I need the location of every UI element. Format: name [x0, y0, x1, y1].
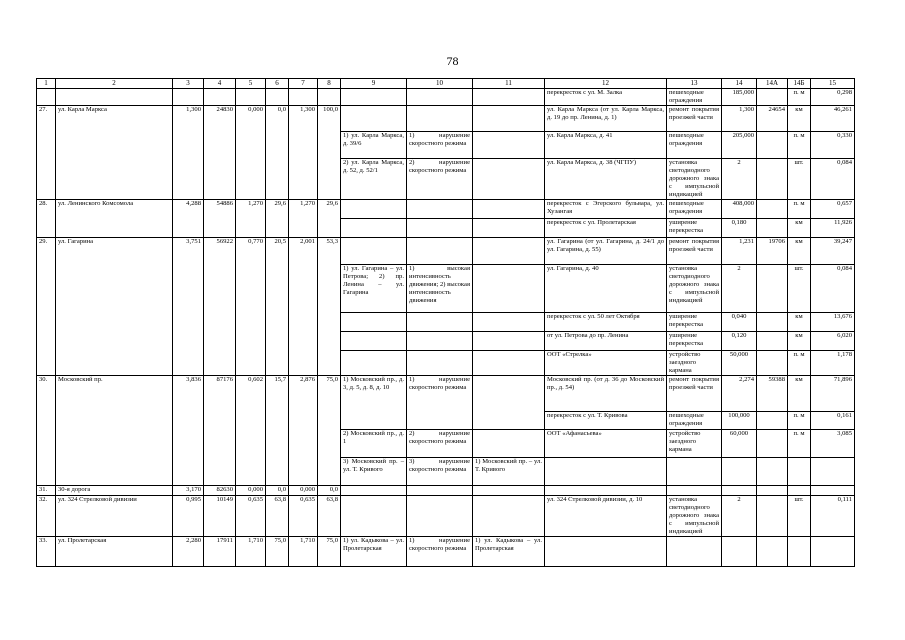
value-cell: 0,635	[236, 496, 266, 537]
row-number: 32.	[37, 496, 56, 537]
location-cell: ул. Карла Маркса, д. 41	[545, 132, 667, 159]
measure-cell: ремонт покрытия проезжей части	[667, 106, 722, 132]
solution-cell: 1) Московский пр. – ул. Т. Кривого	[473, 458, 545, 486]
amount-cell: 50,000	[722, 351, 757, 376]
unit-cell: п. м	[788, 200, 811, 219]
cost-cell: 0,298	[811, 89, 855, 106]
amount-cell: 100,000	[722, 412, 757, 430]
cost-cell: 11,926	[811, 219, 855, 238]
value-cell: 2,280	[173, 537, 204, 567]
problem-location-cell: 3) Московский пр. – ул. Т. Кривого	[341, 458, 407, 486]
measure-cell: установка светодиодного дорожного знака с импульсной индикацией	[667, 265, 722, 313]
amount-cell: 2	[722, 265, 757, 313]
header-row	[37, 79, 855, 89]
col-header: 14	[722, 79, 757, 89]
solution-cell: 1) ул. Кадыкова – ул. Пролетарская	[473, 537, 545, 567]
value-cell: 29,6	[266, 200, 289, 238]
amount-cell: 0,040	[722, 313, 757, 332]
row-number: 29.	[37, 238, 56, 376]
location-cell: ул. Карла Маркса (от ул. Карла Маркса, д. 19 до пр. Ленина, д. 1)	[545, 106, 667, 132]
problem-cell: 2) нарушение скоростного режима	[407, 159, 473, 200]
col-header: 8	[318, 79, 341, 89]
location-cell: ООТ «Афанасьева»	[545, 430, 667, 458]
cost-cell: 46,261	[811, 106, 855, 132]
value-cell: 1,270	[236, 200, 266, 238]
col-header: 15	[811, 79, 855, 89]
cost-cell: 0,084	[811, 159, 855, 200]
table-row	[37, 496, 855, 537]
measure-cell: установка светодиодного дорожного знака с импульсной индикацией	[667, 496, 722, 537]
location-cell: ООТ «Стрелка»	[545, 351, 667, 376]
measure-cell: ремонт покрытия проезжей части	[667, 238, 722, 265]
col-header: 3	[173, 79, 204, 89]
value-cell: 0,635	[289, 496, 318, 537]
unit-cell: км	[788, 313, 811, 332]
value-cell: 3,170	[173, 486, 204, 496]
street-name: 30-я дорога	[56, 486, 173, 496]
value-cell: 0,000	[289, 486, 318, 496]
unit-cell: п. м	[788, 89, 811, 106]
amount-cell: 205,000	[722, 132, 757, 159]
value-cell: 100,0	[318, 106, 341, 200]
amount-cell: 2	[722, 159, 757, 200]
value-cell: 3,751	[173, 238, 204, 376]
value-cell: 1,710	[289, 537, 318, 567]
cost-cell: 6,020	[811, 332, 855, 351]
table-row	[37, 89, 855, 106]
amount-cell: 2,274	[722, 376, 757, 412]
amount-cell: 185,000	[722, 89, 757, 106]
problem-cell: 1) высокая интенсивность движения; 2) высокая интенсивность движения	[407, 265, 473, 313]
street-name: ул. 324 Стрелковой дивизии	[56, 496, 173, 537]
value-cell: 1,300	[173, 106, 204, 200]
value-cell: 0,602	[236, 376, 266, 486]
street-name: Московский пр.	[56, 376, 173, 486]
road-measures-table	[36, 78, 855, 567]
value-cell: 0,0	[266, 106, 289, 200]
table-row	[37, 537, 855, 567]
col-header: 11	[473, 79, 545, 89]
problem-cell: 2) нарушение скоростного режима	[407, 430, 473, 458]
row-number: 30.	[37, 376, 56, 486]
value-cell: 2,876	[289, 376, 318, 486]
value-cell: 1,300	[289, 106, 318, 200]
unit-cell: п. м	[788, 132, 811, 159]
table-row	[37, 200, 855, 219]
value-cell: 3,836	[173, 376, 204, 486]
table-row	[37, 106, 855, 132]
page-number: 78	[446, 54, 459, 68]
measure-cell: уширение перекрестка	[667, 332, 722, 351]
problem-cell: 1) нарушение скоростного режима	[407, 132, 473, 159]
problem-location-cell: 2) ул. Карла Маркса, д. 52, д. 52/1	[341, 159, 407, 200]
amount-cell: 60,000	[722, 430, 757, 458]
value-cell: 53,3	[318, 238, 341, 376]
unit-cell: шт.	[788, 265, 811, 313]
measure-cell: уширение перекрестка	[667, 219, 722, 238]
value-cell: 10149	[204, 496, 236, 537]
location-cell: ул. Гагарина, д. 40	[545, 265, 667, 313]
value-cell: 82630	[204, 486, 236, 496]
value-cell: 0,0	[266, 486, 289, 496]
col-header: 5	[236, 79, 266, 89]
unit-cell: км	[788, 106, 811, 132]
street-name: ул. Ленинского Комсомола	[56, 200, 173, 238]
street-name: ул. Гагарина	[56, 238, 173, 376]
street-name: ул. Пролетарская	[56, 537, 173, 567]
amount-cell: 0,120	[722, 332, 757, 351]
value-cell: 75,0	[266, 537, 289, 567]
value-cell: 0,0	[318, 486, 341, 496]
amount-cell: 1,300	[722, 106, 757, 132]
unit-cell: шт.	[788, 496, 811, 537]
amount-cell: 408,000	[722, 200, 757, 219]
unit-cell: п. м	[788, 351, 811, 376]
col-header: 13	[667, 79, 722, 89]
col-header: 1	[37, 79, 56, 89]
unit-cell: км	[788, 238, 811, 265]
location-cell: перекресток с ул. Пролетарская	[545, 219, 667, 238]
location-cell: перекресток с Эгерского бульвара, ул. Хузангая	[545, 200, 667, 219]
problem-cell: 3) нарушение скоростного режима	[407, 458, 473, 486]
value-cell: 1,270	[289, 200, 318, 238]
cost-cell: 3,085	[811, 430, 855, 458]
location-cell: от ул. Петрова до пр. Ленина	[545, 332, 667, 351]
problem-cell: 1) нарушение скоростного режима	[407, 376, 473, 430]
problem-location-cell: 1) ул. Кадыкова – ул. Пролетарская	[341, 537, 407, 567]
cost-cell: 0,330	[811, 132, 855, 159]
value-cell: 15,7	[266, 376, 289, 486]
measure-cell: уширение перекрестка	[667, 313, 722, 332]
value-cell: 0,000	[236, 106, 266, 200]
value-cell: 17911	[204, 537, 236, 567]
col-header: 14А	[757, 79, 788, 89]
value-cell: 4,288	[173, 200, 204, 238]
value-cell: 63,8	[266, 496, 289, 537]
cost-cell: 39,247	[811, 238, 855, 265]
col-header: 4	[204, 79, 236, 89]
unit-cell: км	[788, 376, 811, 412]
cost-cell: 13,676	[811, 313, 855, 332]
cost-cell: 0,161	[811, 412, 855, 430]
value-cell: 29,6	[318, 200, 341, 238]
col-header: 14Б	[788, 79, 811, 89]
unit-cell: п. м	[788, 412, 811, 430]
value-cell: 54886	[204, 200, 236, 238]
value-cell: 0,000	[236, 486, 266, 496]
cost-cell: 1,178	[811, 351, 855, 376]
amount-cell: 0,180	[722, 219, 757, 238]
col-header: 9	[341, 79, 407, 89]
problem-location-cell: 1) ул. Гагарина – ул. Петрова; 2) пр. Ленина – ул. Гагарина	[341, 265, 407, 313]
col-header: 7	[289, 79, 318, 89]
problem-location-cell: 2) Московский пр., д. 1	[341, 430, 407, 458]
location-cell: ул. 324 Стрелковой дивизии, д. 10	[545, 496, 667, 537]
row-number: 33.	[37, 537, 56, 567]
col-header: 12	[545, 79, 667, 89]
value-cell: 75,0	[318, 376, 341, 486]
value-cell: 0,770	[236, 238, 266, 376]
value-cell: 1,710	[236, 537, 266, 567]
problem-location-cell: 1) ул. Карла Маркса, д. 39/6	[341, 132, 407, 159]
amount-cell: 19706	[757, 238, 788, 265]
value-cell: 56922	[204, 238, 236, 376]
location-cell: перекресток с ул. М. Залка	[545, 89, 667, 106]
row-number: 31.	[37, 486, 56, 496]
amount-cell: 24654	[757, 106, 788, 132]
problem-location-cell: 1) Московский пр., д. 3, д. 5, д. 8, д. 10	[341, 376, 407, 430]
cost-cell: 0,657	[811, 200, 855, 219]
unit-cell: шт.	[788, 159, 811, 200]
unit-cell: км	[788, 219, 811, 238]
measure-cell: пешеходные ограждения	[667, 200, 722, 219]
row-number: 27.	[37, 106, 56, 200]
cost-cell: 71,896	[811, 376, 855, 412]
cost-cell: 0,084	[811, 265, 855, 313]
unit-cell: п. м	[788, 430, 811, 458]
measure-cell: пешеходные ограждения	[667, 132, 722, 159]
location-cell: ул. Карла Маркса, д. 38 (ЧГПУ)	[545, 159, 667, 200]
amount-cell: 1,231	[722, 238, 757, 265]
value-cell: 20,5	[266, 238, 289, 376]
table-row	[37, 238, 855, 265]
value-cell: 63,8	[318, 496, 341, 537]
table-row	[37, 486, 855, 496]
row-number: 28.	[37, 200, 56, 238]
cost-cell: 0,111	[811, 496, 855, 537]
value-cell: 24830	[204, 106, 236, 200]
unit-cell: км	[788, 332, 811, 351]
street-name: ул. Карла Маркса	[56, 106, 173, 200]
problem-cell: 1) нарушение скоростного режима	[407, 537, 473, 567]
col-header: 2	[56, 79, 173, 89]
measure-cell: устройство заездного кармана	[667, 430, 722, 458]
amount-cell: 59388	[757, 376, 788, 412]
value-cell: 2,001	[289, 238, 318, 376]
col-header: 10	[407, 79, 473, 89]
amount-cell: 2	[722, 496, 757, 537]
value-cell: 75,0	[318, 537, 341, 567]
measure-cell: ремонт покрытия проезжей части	[667, 376, 722, 412]
location-cell: ул. Гагарина (от ул. Гагарина, д. 24/1 до ул. Гагарина, д. 55)	[545, 238, 667, 265]
table-row	[37, 376, 855, 412]
value-cell: 87176	[204, 376, 236, 486]
measure-cell: устройство заездного кармана	[667, 351, 722, 376]
value-cell: 0,995	[173, 496, 204, 537]
measure-cell: пешеходные ограждения	[667, 412, 722, 430]
col-header: 6	[266, 79, 289, 89]
measure-cell: пешеходные ограждения	[667, 89, 722, 106]
location-cell: перекресток с ул. 50 лет Октября	[545, 313, 667, 332]
location-cell: перекресток с ул. Т. Кривова	[545, 412, 667, 430]
measure-cell: установка светодиодного дорожного знака с импульсной индикацией	[667, 159, 722, 200]
location-cell: Московский пр. (от д. 36 до Московский пр., д. 54)	[545, 376, 667, 412]
